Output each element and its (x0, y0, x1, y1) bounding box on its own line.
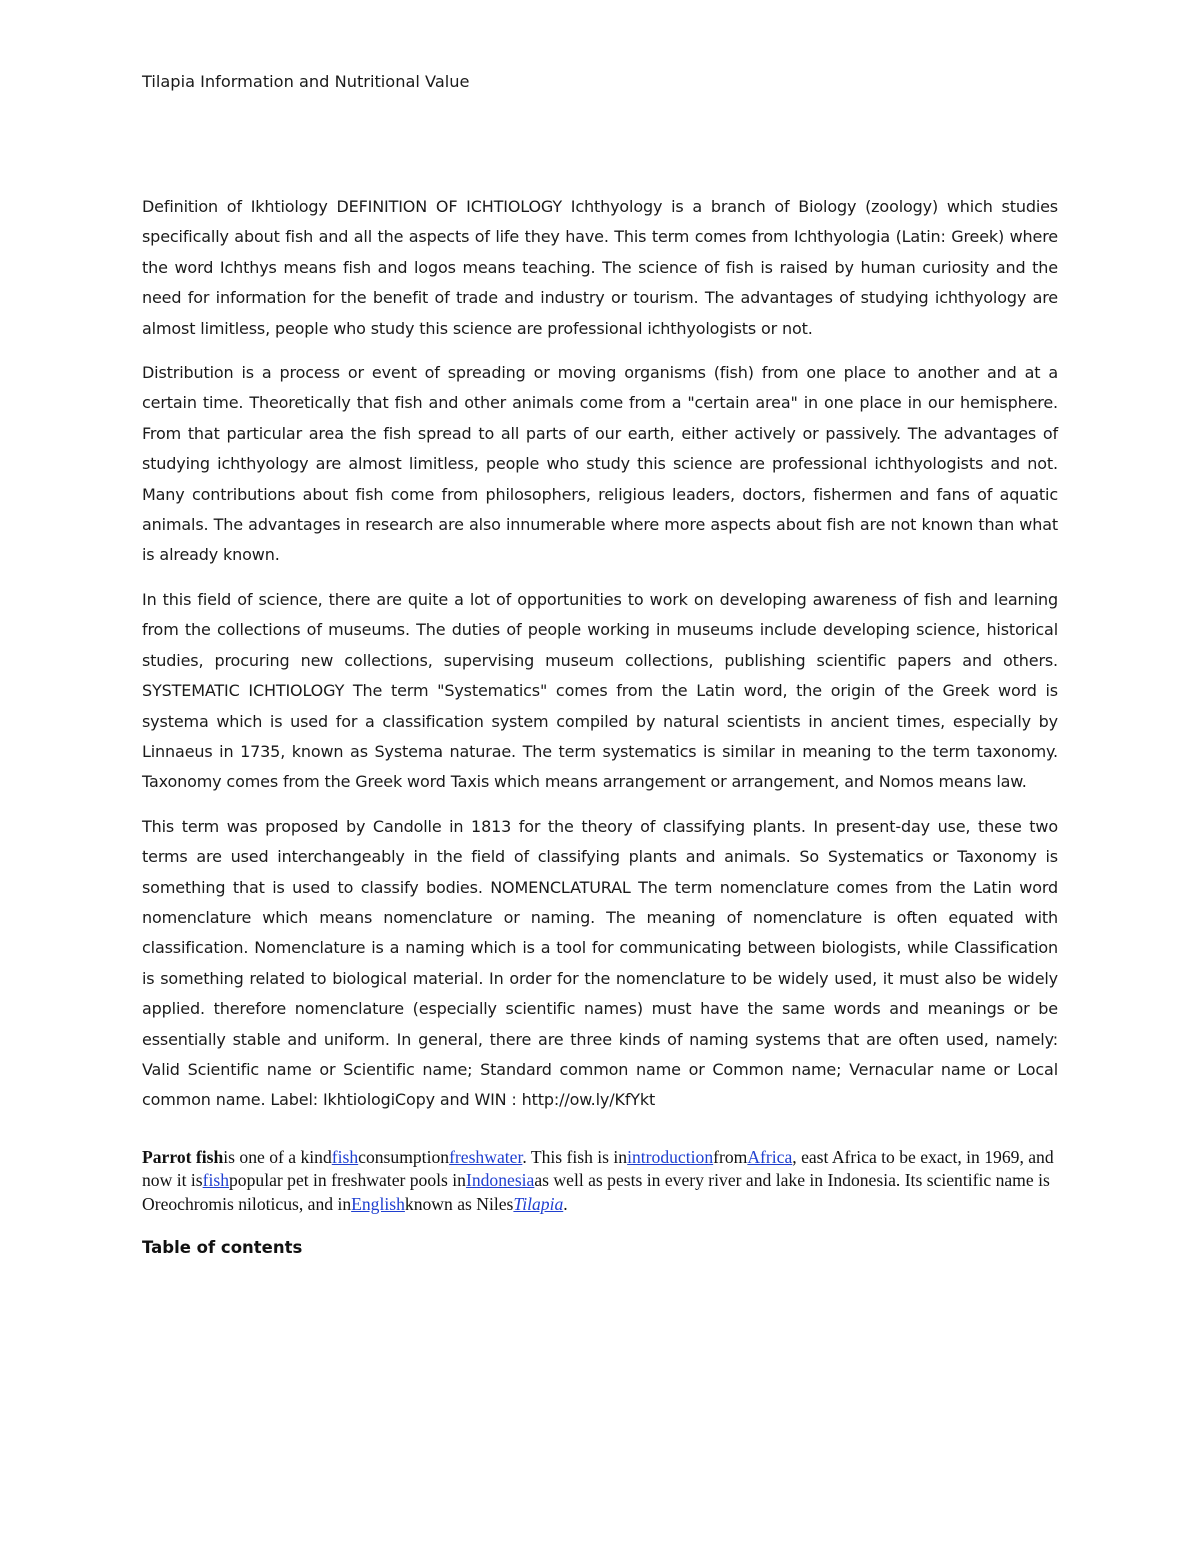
link-freshwater[interactable]: freshwater (449, 1146, 523, 1167)
link-fish[interactable]: fish (331, 1146, 359, 1167)
paragraph-systematic-ichthyology: In this field of science, there are quite a lot of opportunities to work on developing awareness of fish and learning from the collections of museums. The duties of people working in museums include developing science, historical studies, procuring new collections, supervising museum collections, publishing scientific papers and others. SYSTEMATIC ICHTIOLOGY The term "Systematics" comes from the Latin word, the origin of the Greek word is systema which is used for a classification system compiled by natural scientists in ancient times, especially by Linnaeus in 1735, known as Systema naturae. The term systematics is similar in meaning to the term taxonomy. Taxonomy comes from the Greek word Taxis which means arrangement or arrangement, and Nomos means law. (142, 589, 1058, 792)
paragraph-ichthyology-definition: Definition of Ikhtiology DEFINITION OF ICHTIOLOGY Ichthyology is a branch of Biology (zoology) which studies specifically about fish and all the aspects of life they have. This term comes from Ichthyologia (Latin: Greek) where the word Ichthys means fish and logos means teaching. The science of fish is raised by human curiosity and the need for information for the benefit of trade and industry or tourism. The advantages of studying ichthyology are almost limitless, people who study this science are professional ichthyologists or not. (142, 197, 1058, 338)
link-fish-2[interactable]: fish (202, 1170, 229, 1191)
document-body (142, 192, 1058, 1257)
parrot-fish-bold: Parrot fish (142, 1146, 224, 1167)
table-of-contents-heading: Table of contents (142, 1238, 303, 1258)
link-english[interactable]: English (351, 1193, 405, 1214)
document-page (142, 0, 1058, 1553)
paragraph-parrot-fish: Parrot fishis one of a kindfishconsumptionfreshwater. This fish is inintroductionfromAfrica, east Africa to be exact, in 1969, and now it isfishpopular pet in freshwater pools inIndonesiaas well as pests in every river and lake in Indonesia. Its scientific name is Oreochromis niloticus, and inEnglishknown as NilesTilapia. (142, 1146, 1054, 1214)
link-introduction[interactable]: introduction (627, 1146, 714, 1167)
link-indonesia[interactable]: Indonesia (465, 1170, 535, 1191)
paragraph-nomenclature: This term was proposed by Candolle in 1813 for the theory of classifying plants. In present-day use, these two terms are used interchangeably in the field of classifying plants and animals. So Systematics or Taxonomy is something that is used to classify bodies. NOMENCLATURAL The term nomenclature comes from the Latin word nomenclature which means nomenclature or naming. The meaning of nomenclature is often equated with classification. Nomenclature is a naming which is a tool for communicating between biologists, while Classification is something related to biological material. In order for the nomenclature to be widely used, it must also be widely applied. therefore nomenclature (especially scientific names) must have the same words and meanings or be essentially stable and uniform. In general, there are three kinds of naming systems that are often used, namely: Valid Scientific name or Scientific name; Standard common name or Common name; Vernacular name or Local common name. Label: IkhtiologiCopy and WIN : http://ow.ly/KfYkt (142, 816, 1058, 1110)
link-tilapia[interactable]: Tilapia (513, 1193, 564, 1214)
link-africa[interactable]: Africa (747, 1146, 793, 1167)
document-title: Tilapia Information and Nutritional Value (142, 72, 470, 91)
paragraph-distribution: Distribution is a process or event of spreading or moving organisms (fish) from one place to another and at a certain time. Theoretically that fish and other animals come from a "certain area" in one place in our hemisphere. From that particular area the fish spread to all parts of our earth, either actively or passively. The advantages of studying ichthyology are almost limitless, people who study this science are professional ichthyologists and not. Many contributions about fish come from philosophers, religious leaders, doctors, fishermen and fans of aquatic animals. The advantages in research are also innumerable where more aspects about fish are not known than what is already known. (142, 363, 1058, 565)
